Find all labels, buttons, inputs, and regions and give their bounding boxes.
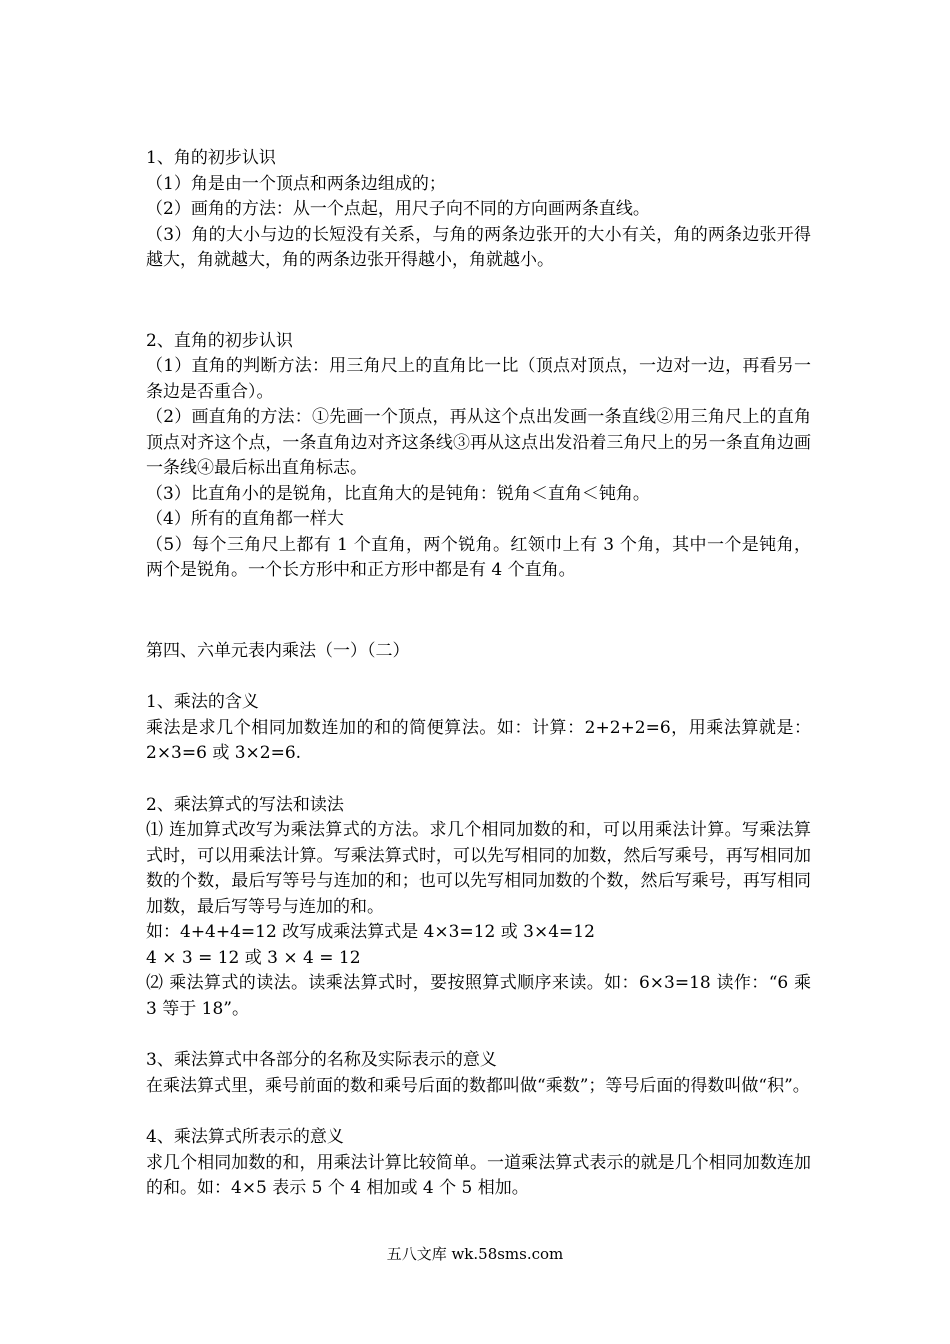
section-mult-meaning	[146, 690, 811, 767]
section-mult-writing	[146, 793, 811, 1023]
page-footer: 五八文库 wk.58sms.com	[386, 1245, 564, 1263]
paragraph: ⑴ 连加算式改写为乘法算式的方法。求几个相同加数的和，可以用乘法计算。写乘法算式时，可以用乘法计算。写乘法算式时，可以先写相同的加数，然后写乘号，再写相同加数的个数，最后写等号与连加的和；也可以先写相同加数的个数，然后写乘号，再写相同加数，最后写等号与连加的和。	[146, 820, 811, 917]
section-angle	[146, 146, 811, 274]
paragraph: （3）比直角小的是锐角，比直角大的是钝角：锐角＜直角＜钝角。	[146, 483, 650, 504]
paragraph: 如：4+4+4=12 改写成乘法算式是 4×3=12 或 3×4=12	[146, 922, 595, 942]
paragraph: 乘法是求几个相同加数连加的和的简便算法。如：计算：2+2+2=6，用乘法算就是：2×3=6 或 3×2=6.	[146, 717, 811, 763]
document-body	[146, 146, 811, 1202]
section-heading: 1、角的初步认识	[146, 148, 276, 168]
paragraph: ⑵ 乘法算式的读法。读乘法算式时，要按照算式顺序来读。如：6×3=18 读作：“6 乘 3 等于 18”。	[146, 973, 811, 1019]
section-heading: 3、乘法算式中各部分的名称及实际表示的意义	[146, 1050, 497, 1070]
section-heading: 1、乘法的含义	[146, 692, 259, 712]
section-mult-parts	[146, 1048, 811, 1099]
paragraph: 求几个相同加数的和，用乘法计算比较简单。一道乘法算式表示的就是几个相同加数连加的和。如：4×5 表示 5 个 4 相加或 4 个 5 相加。	[146, 1152, 811, 1198]
paragraph: （5）每个三角尺上都有 1 个直角，两个锐角。红领巾上有 3 个角，其中一个是钝角，两个是锐角。一个长方形中和正方形中都是有 4 个直角。	[146, 534, 811, 580]
paragraph: （1）直角的判断方法：用三角尺上的直角比一比（顶点对顶点，一边对一边，再看另一条边是否重合）。	[146, 356, 811, 402]
paragraph: （3）角的大小与边的长短没有关系，与角的两条边张开的大小有关，角的两条边张开得越大，角就越大，角的两条边张开得越小，角就越小。	[146, 224, 811, 270]
section-mult-represent	[146, 1125, 811, 1202]
paragraph: （1）角是由一个顶点和两条边组成的；	[146, 173, 446, 194]
paragraph: （2）画直角的方法：①先画一个顶点，再从这个点出发画一条直线②用三角尺上的直角顶点对齐这个点，一条直角边对齐这条线③再从这点出发沿着三角尺上的另一条直角边画一条线④最后标出直角标志。	[146, 407, 811, 478]
section-heading: 4、乘法算式所表示的意义	[146, 1127, 344, 1147]
paragraph: （2）画角的方法：从一个点起，用尺子向不同的方向画两条直线。	[146, 199, 650, 219]
paragraph: 在乘法算式里，乘号前面的数和乘号后面的数都叫做“乘数”；等号后面的得数叫做“积”。	[146, 1075, 810, 1096]
section-right-angle	[146, 329, 811, 584]
paragraph: 4 × 3 = 12 或 3 × 4 = 12	[146, 947, 361, 968]
section-heading: 2、乘法算式的写法和读法	[146, 794, 344, 815]
unit-title: 第四、六单元表内乘法（一）（二）	[146, 640, 410, 661]
section-heading: 2、直角的初步认识	[146, 330, 293, 351]
paragraph: （4）所有的直角都一样大	[146, 509, 344, 529]
